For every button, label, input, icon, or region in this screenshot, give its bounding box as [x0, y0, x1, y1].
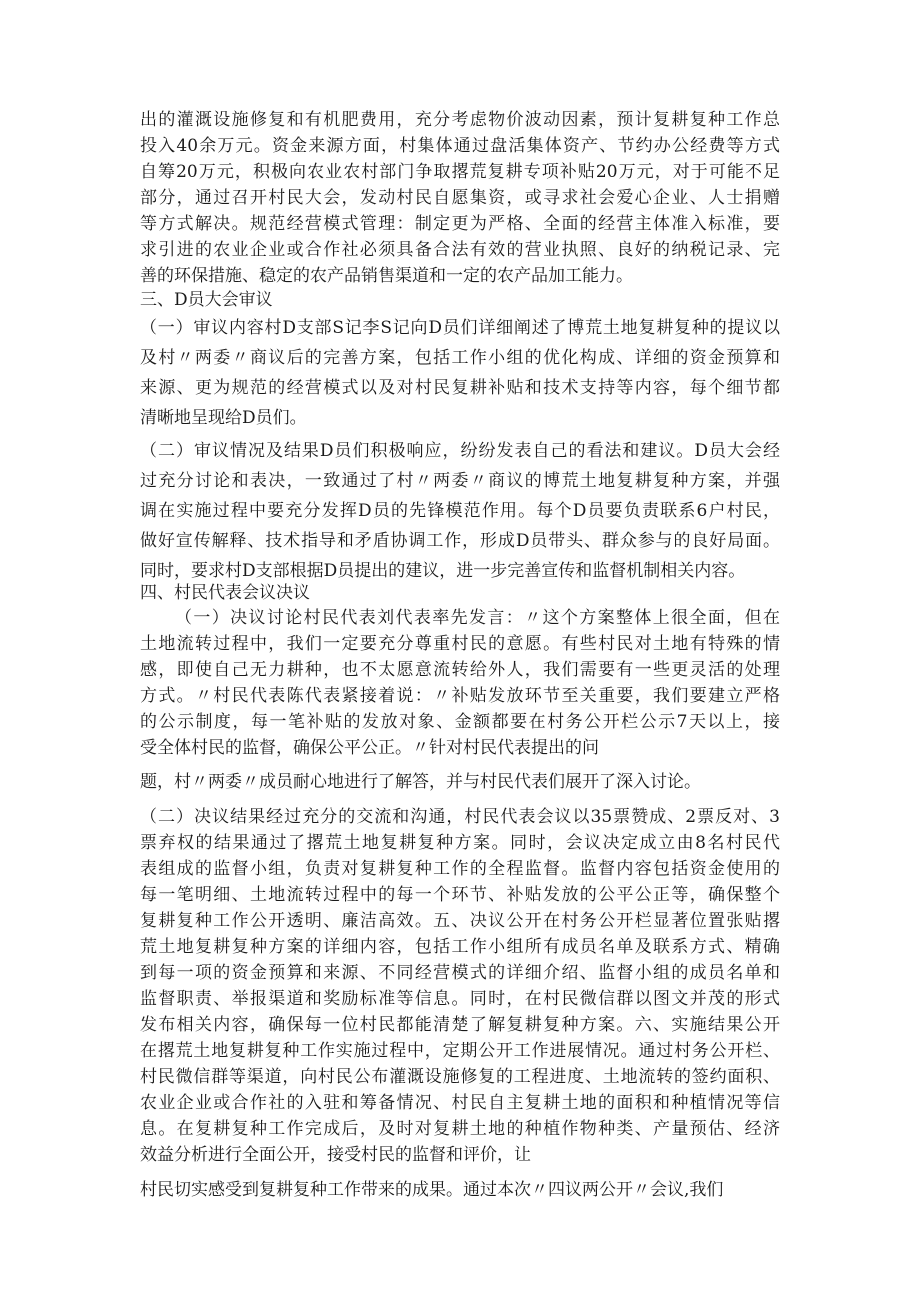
paragraph-line: 部分，通过召开村民大会，发动村民自愿集资，或寻求社会爱心企业、人士捐赠 — [140, 188, 780, 208]
paragraph-line: 在撂荒土地复耕复种工作实施过程中，定期公开工作进展情况。通过村务公开栏、 — [140, 1041, 780, 1061]
paragraph-line: 监督职责、举报渠道和奖励标准等信息。同时，在村民微信群以图文并茂的形式 — [140, 989, 780, 1009]
paragraph-line: 自筹20万元，积极向农业农村部门争取撂荒复耕专项补贴20万元，对于可能不足 — [140, 162, 780, 182]
paragraph-line: 题，村〃两委〃成员耐心地进行了解答，并与村民代表们展开了深入讨论。 — [140, 772, 701, 792]
paragraph-line: 做好宣传解释、技术指导和矛盾协调工作，形成D员带头、群众参与的良好局面。 — [140, 531, 780, 551]
paragraph-line: 等方式解决。规范经营模式管理：制定更为严格、全面的经营主体准入标准，要 — [140, 214, 780, 234]
paragraph-line: 到每一项的资金预算和来源、不同经营模式的详细介绍、监督小组的成员名单和 — [140, 963, 780, 983]
page-bottom-blank — [0, 1205, 920, 1301]
paragraph-line: 来源、更为规范的经营模式以及对村民复耕补贴和技术支持等内容，每个细节都 — [140, 378, 780, 398]
paragraph-line: 投入40余万元。资金来源方面，村集体通过盘活集体资产、节约办公经费等方式 — [140, 136, 780, 156]
paragraph-line: 每一笔明细、土地流转过程中的每一个环节、补贴发放的公平公正等，确保整个 — [140, 885, 780, 905]
paragraph-line: 村民微信群等渠道，向村民公布灌溉设施修复的工程进度、土地流转的签约面积、 — [140, 1067, 780, 1087]
paragraph-line: 及村〃两委〃商议后的完善方案，包括工作小组的优化构成、详细的资金预算和 — [140, 348, 780, 368]
paragraph-line: （二）审议情况及结果D员们积极响应，纷纷发表自己的看法和建议。D员大会经 — [140, 441, 780, 461]
paragraph-line: 清晰地呈现给D员们。 — [140, 408, 307, 428]
paragraph-line: 复耕复种工作公开透明、廉洁高效。五、决议公开在村务公开栏显著位置张贴撂 — [140, 911, 780, 931]
section-heading: 四、村民代表会议决议 — [140, 583, 310, 603]
paragraph-line: 善的环保措施、稳定的农产品销售渠道和一定的农产品加工能力。 — [140, 266, 633, 286]
paragraph-line: （一）审议内容村D支部S记李S记向D员们详细阐述了博荒土地复耕复种的提议以 — [140, 318, 780, 338]
paragraph-line: 发布相关内容，确保每一位村民都能清楚了解复耕复种方案。六、实施结果公开 — [140, 1015, 780, 1035]
paragraph-line: 村民切实感受到复耕复种工作带来的成果。通过本次〃四议两公开〃会议,我们 — [140, 1180, 724, 1200]
paragraph-line: 的公示制度，每一笔补贴的发放对象、金额都要在村务公开栏公示7天以上，接 — [140, 712, 780, 732]
paragraph-line: （一）决议讨论村民代表刘代表率先发言：〃这个方案整体上很全面，但在 — [175, 608, 780, 628]
paragraph-line: 同时，要求村D支部根据D员提出的建议，进一步完善宣传和监督机制相关内容。 — [140, 561, 746, 581]
paragraph-line: 土地流转过程中，我们一定要充分尊重村民的意愿。有些村民对土地有特殊的情 — [140, 634, 780, 654]
paragraph-line: （二）决议结果经过充分的交流和沟通，村民代表会议以35票赞成、2票反对、3 — [140, 807, 780, 827]
paragraph-line: 受全体村民的监督，确保公平公正。〃针对村民代表提出的问 — [140, 738, 599, 758]
paragraph-line: 调在实施过程中要充分发挥D员的先锋模范作用。每个D员要负责联系6户村民， — [140, 501, 780, 521]
paragraph-line: 表组成的监督小组，负责对复耕复种工作的全程监督。监督内容包括资金使用的 — [140, 859, 780, 879]
paragraph-line: 过充分讨论和表决，一致通过了村〃两委〃商议的博荒土地复耕复种方案，并强 — [140, 471, 780, 491]
section-heading: 三、D员大会审议 — [140, 290, 273, 310]
paragraph-line: 方式。〃村民代表陈代表紧接着说：〃补贴发放环节至关重要，我们要建立严格 — [140, 686, 780, 706]
paragraph-line: 感，即使自己无力耕种，也不太愿意流转给外人，我们需要有一些更灵活的处理 — [140, 660, 780, 680]
paragraph-line: 效益分析进行全面公开，接受村民的监督和评价，让 — [140, 1145, 531, 1165]
paragraph-line: 荒土地复耕复种方案的详细内容，包括工作小组所有成员名单及联系方式、精确 — [140, 937, 780, 957]
paragraph-line: 出的灌溉设施修复和有机肥费用，充分考虑物价波动因素，预计复耕复种工作总 — [140, 110, 780, 130]
paragraph-line: 求引进的农业企业或合作社必须具备合法有效的营业执照、良好的纳税记录、完 — [140, 240, 780, 260]
paragraph-line: 农业企业或合作社的入驻和筹备情况、村民自主复耕土地的面积和种植情况等信 — [140, 1093, 780, 1113]
paragraph-line: 息。在复耕复种工作完成后，及时对复耕土地的种植作物种类、产量预估、经济 — [140, 1119, 780, 1139]
paragraph-line: 票弃权的结果通过了撂荒土地复耕复种方案。同时，会议决定成立由8名村民代 — [140, 833, 780, 853]
